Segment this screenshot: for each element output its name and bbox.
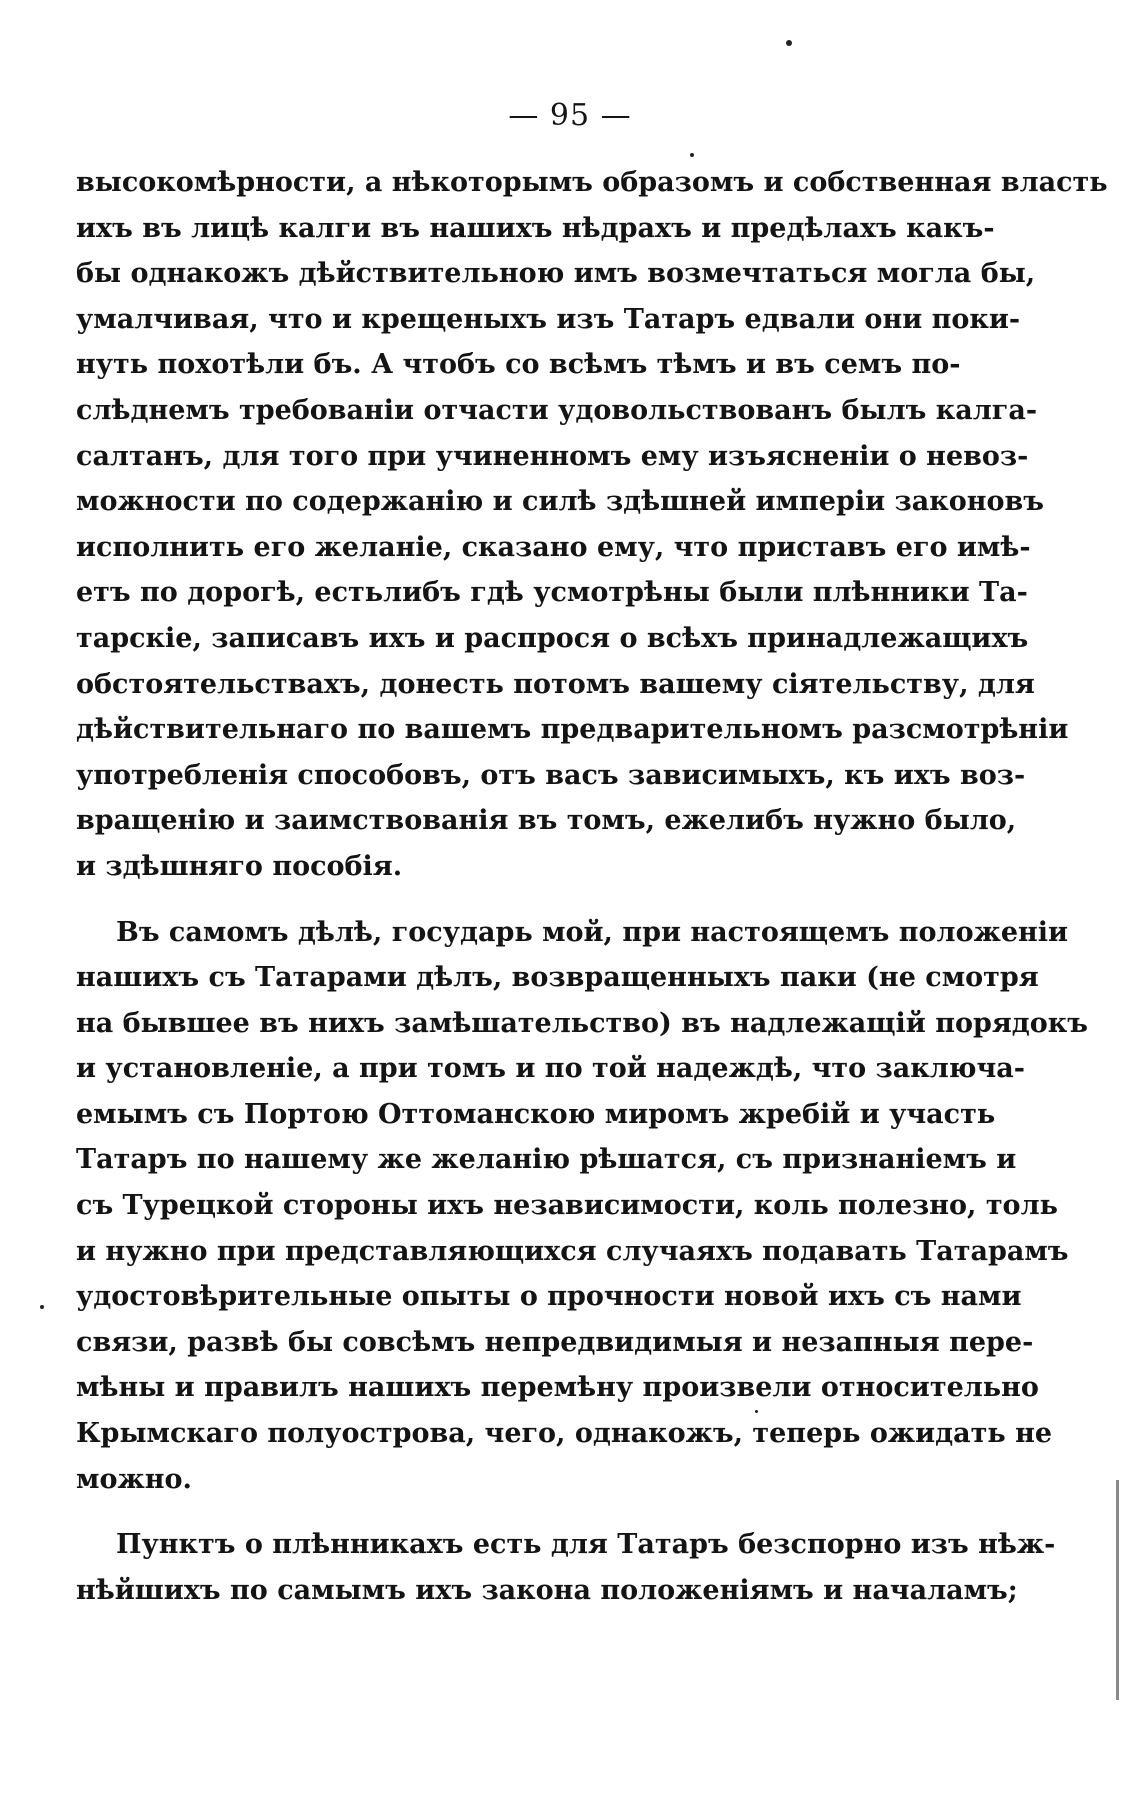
text-line: салтанъ, для того при учиненномъ ему изъясненіи о невоз- xyxy=(76,440,1029,472)
text-line: Пунктъ о плѣнникахъ есть для Татаръ безспорно изъ нѣж- xyxy=(116,1529,1056,1561)
text-line: удостовѣрительные опыты о прочности новой ихъ съ нами xyxy=(76,1281,1022,1313)
page-number: — 95 — xyxy=(508,98,632,133)
text-line: емымъ съ Портою Оттоманскою миромъ жребій и участь xyxy=(76,1098,996,1130)
paragraph-1 xyxy=(76,160,1108,890)
scan-speck xyxy=(40,1305,44,1309)
text-line: дѣйствительнаго по вашемъ предварительномъ разсмотрѣніи xyxy=(76,714,1069,746)
text-line: нѣйшихъ по самымъ ихъ закона положеніямъ и началамъ; xyxy=(76,1574,1018,1606)
paragraph-3 xyxy=(76,1522,1056,1613)
text-line: Татаръ по нашему же желанію рѣшатся, съ признаніемъ и xyxy=(76,1144,1017,1176)
text-line: высокомѣрности, а нѣкоторымъ образомъ и собственная власть xyxy=(76,167,1108,198)
text-line: нашихъ съ Татарами дѣлъ, возвращенныхъ паки (не смотря xyxy=(76,962,1039,994)
text-line: ихъ въ лицѣ калги въ нашихъ нѣдрахъ и предѣлахъ какъ- xyxy=(76,212,995,244)
text-line: вращенію и заимствованія въ томъ, ежелибъ нужно было, xyxy=(76,805,1017,837)
text-line: на бывшее въ нихъ замѣшательство) въ надлежащій порядокъ xyxy=(76,1007,1088,1039)
text-line: и здѣшняго пособія. xyxy=(76,850,403,882)
paragraph-2 xyxy=(76,910,1088,1503)
text-line: съ Турецкой стороны ихъ независимости, коль полезно, толь xyxy=(76,1190,1058,1222)
text-line: связи, развѣ бы совсѣмъ непредвидимыя и незапныя пере- xyxy=(76,1326,1034,1358)
text-line: етъ по дорогѣ, естьлибъ гдѣ усмотрѣны были плѣнники Та- xyxy=(76,577,1028,609)
text-line: нуть похотѣли бъ. А чтобъ со всѣмъ тѣмъ и въ семъ по- xyxy=(76,349,961,381)
text-line: и установленіе, а при томъ и по той надеждѣ, что заключа- xyxy=(76,1053,1025,1085)
paragraph-gap xyxy=(76,890,953,910)
text-line: бы однакожъ дѣйствительною имъ возмечтаться могла бы, xyxy=(76,258,1036,290)
text-line: тарскіе, записавъ ихъ и распрося о всѣхъ принадлежащихъ xyxy=(76,622,1029,654)
page-body xyxy=(76,160,1108,1613)
text-line: Крымскаго полуострова, чего, однакожъ, теперь ожидать не xyxy=(76,1418,1053,1450)
scan-speck xyxy=(690,153,694,157)
text-line: можно. xyxy=(76,1463,192,1495)
scan-speck xyxy=(786,40,792,46)
text-line: обстоятельствахъ, донесть потомъ вашему сіятельству, для xyxy=(76,668,1035,700)
text-line: употребленія способовъ, отъ васъ зависимыхъ, къ ихъ воз- xyxy=(76,759,1026,791)
scan-edge-mark xyxy=(1116,1480,1119,1700)
text-line: Въ самомъ дѣлѣ, государь мой, при настоящемъ положеніи xyxy=(116,916,1069,948)
text-line: можности по содержанію и силѣ здѣшней имперіи законовъ xyxy=(76,486,1044,518)
paragraph-gap xyxy=(76,1502,953,1522)
text-line: и нужно при представляющихся случаяхъ подавать Татарамъ xyxy=(76,1235,1069,1267)
text-line: мѣны и правилъ нашихъ перемѣну произвели относительно xyxy=(76,1372,1039,1404)
text-line: слѣднемъ требованіи отчасти удовольствованъ былъ калга- xyxy=(76,394,1038,426)
text-line: исполнить его желаніе, сказано ему, что приставъ его имѣ- xyxy=(76,531,1031,563)
text-line: умалчивая, что и крещеныхъ изъ Татаръ едвали они поки- xyxy=(76,303,1021,335)
